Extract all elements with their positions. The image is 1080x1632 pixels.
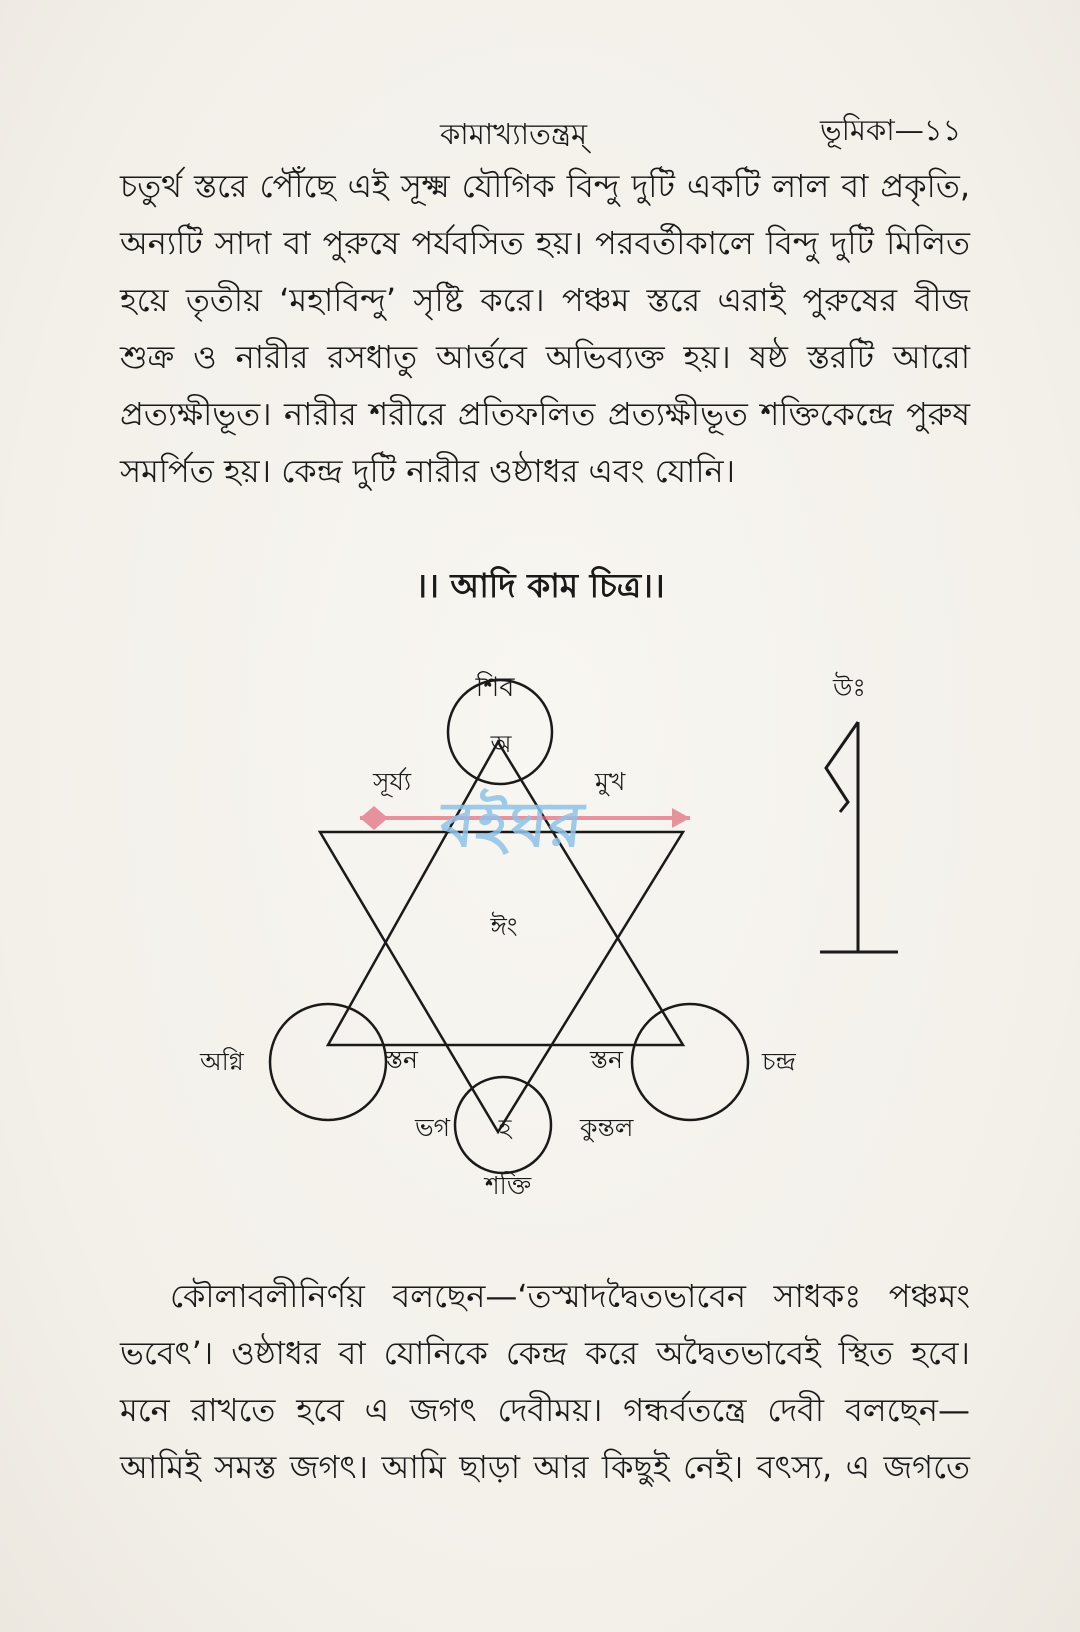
label-kuntal: কুন্তল	[580, 1113, 634, 1142]
paragraph-line: শুক্র ও নারীর রসধাতু আর্ত্তবে অভিব্যক্ত হয়। ষষ্ঠ স্তরটি আরো	[120, 338, 970, 376]
label-im: ঈং	[490, 912, 518, 941]
running-header-page-number: ভূমিকা—১১	[820, 113, 962, 147]
paragraph-line: অন্যটি সাদা বা পুরুষে পর্যবসিত হয়। পরবর্তীকালে বিন্দু দুটি মিলিত	[120, 224, 970, 262]
right-circle	[632, 1004, 748, 1120]
paragraph-line: প্রত্যক্ষীভূত। নারীর শরীরে প্রতিফলিত প্রত্যক্ষীভূত শক্তিকেন্দ্রে পুরুষ	[120, 395, 970, 433]
uh-glyph-symbol	[820, 722, 898, 952]
running-header-title: কামাখ্যাতন্ত্রম্	[440, 117, 588, 151]
paragraph-line: সমর্পিত হয়। কেন্দ্র দুটি নারীর ওষ্ঠাধর এবং যোনি।	[120, 452, 736, 490]
label-chandra: চন্দ্র	[762, 1047, 796, 1076]
paragraph-line: ভবেৎ’। ওষ্ঠাধর বা যোনিকে কেন্দ্র করে অদ্বৈতভাবেই স্থিত হবে।	[120, 1334, 970, 1372]
paragraph-line: আমিই সমস্ত জগৎ। আমি ছাড়া আর কিছুই নেই। বৎস্য, এ জগতে	[120, 1448, 970, 1486]
label-mukh: মুখ	[595, 767, 626, 796]
label-stan-right: স্তন	[590, 1045, 623, 1074]
paragraph-line: কৌলাবলীনির্ণয় বলছেন—‘তস্মাদদ্বৈতভাবেন সাধকঃ পঞ্চমং	[170, 1277, 970, 1315]
paragraph-line: হয়ে তৃতীয় ‘মহাবিন্দু’ সৃষ্টি করে। পঞ্চম স্তরে এরাই পুরুষের বীজ	[120, 281, 970, 319]
label-a: অ	[490, 730, 512, 758]
figure-title: ।। আদি কাম চিত্র।।	[415, 566, 665, 605]
label-shiva: শিব	[475, 672, 515, 703]
label-ha: হ	[498, 1114, 512, 1142]
paragraph-2	[120, 1268, 970, 1496]
label-uh: উঃ	[833, 673, 866, 702]
watermark-logo: বইঘর	[436, 788, 588, 861]
label-stan-left: স্তন	[385, 1045, 418, 1074]
label-bhag: ভগ	[415, 1113, 451, 1142]
label-agni: অগ্নি	[200, 1047, 244, 1076]
paragraph-line: চতুর্থ স্তরে পৌঁছে এই সূক্ষ্ম যৌগিক বিন্দু দুটি একটি লাল বা প্রকৃতি,	[120, 167, 970, 205]
left-circle	[270, 1004, 386, 1120]
label-shakti: শক্তি	[484, 1171, 532, 1200]
paragraph-line: মনে রাখতে হবে এ জগৎ দেবীময়। গন্ধর্বতন্ত্রে দেবী বলছেন—	[120, 1391, 970, 1429]
label-surya: সূর্য্য	[373, 767, 412, 796]
